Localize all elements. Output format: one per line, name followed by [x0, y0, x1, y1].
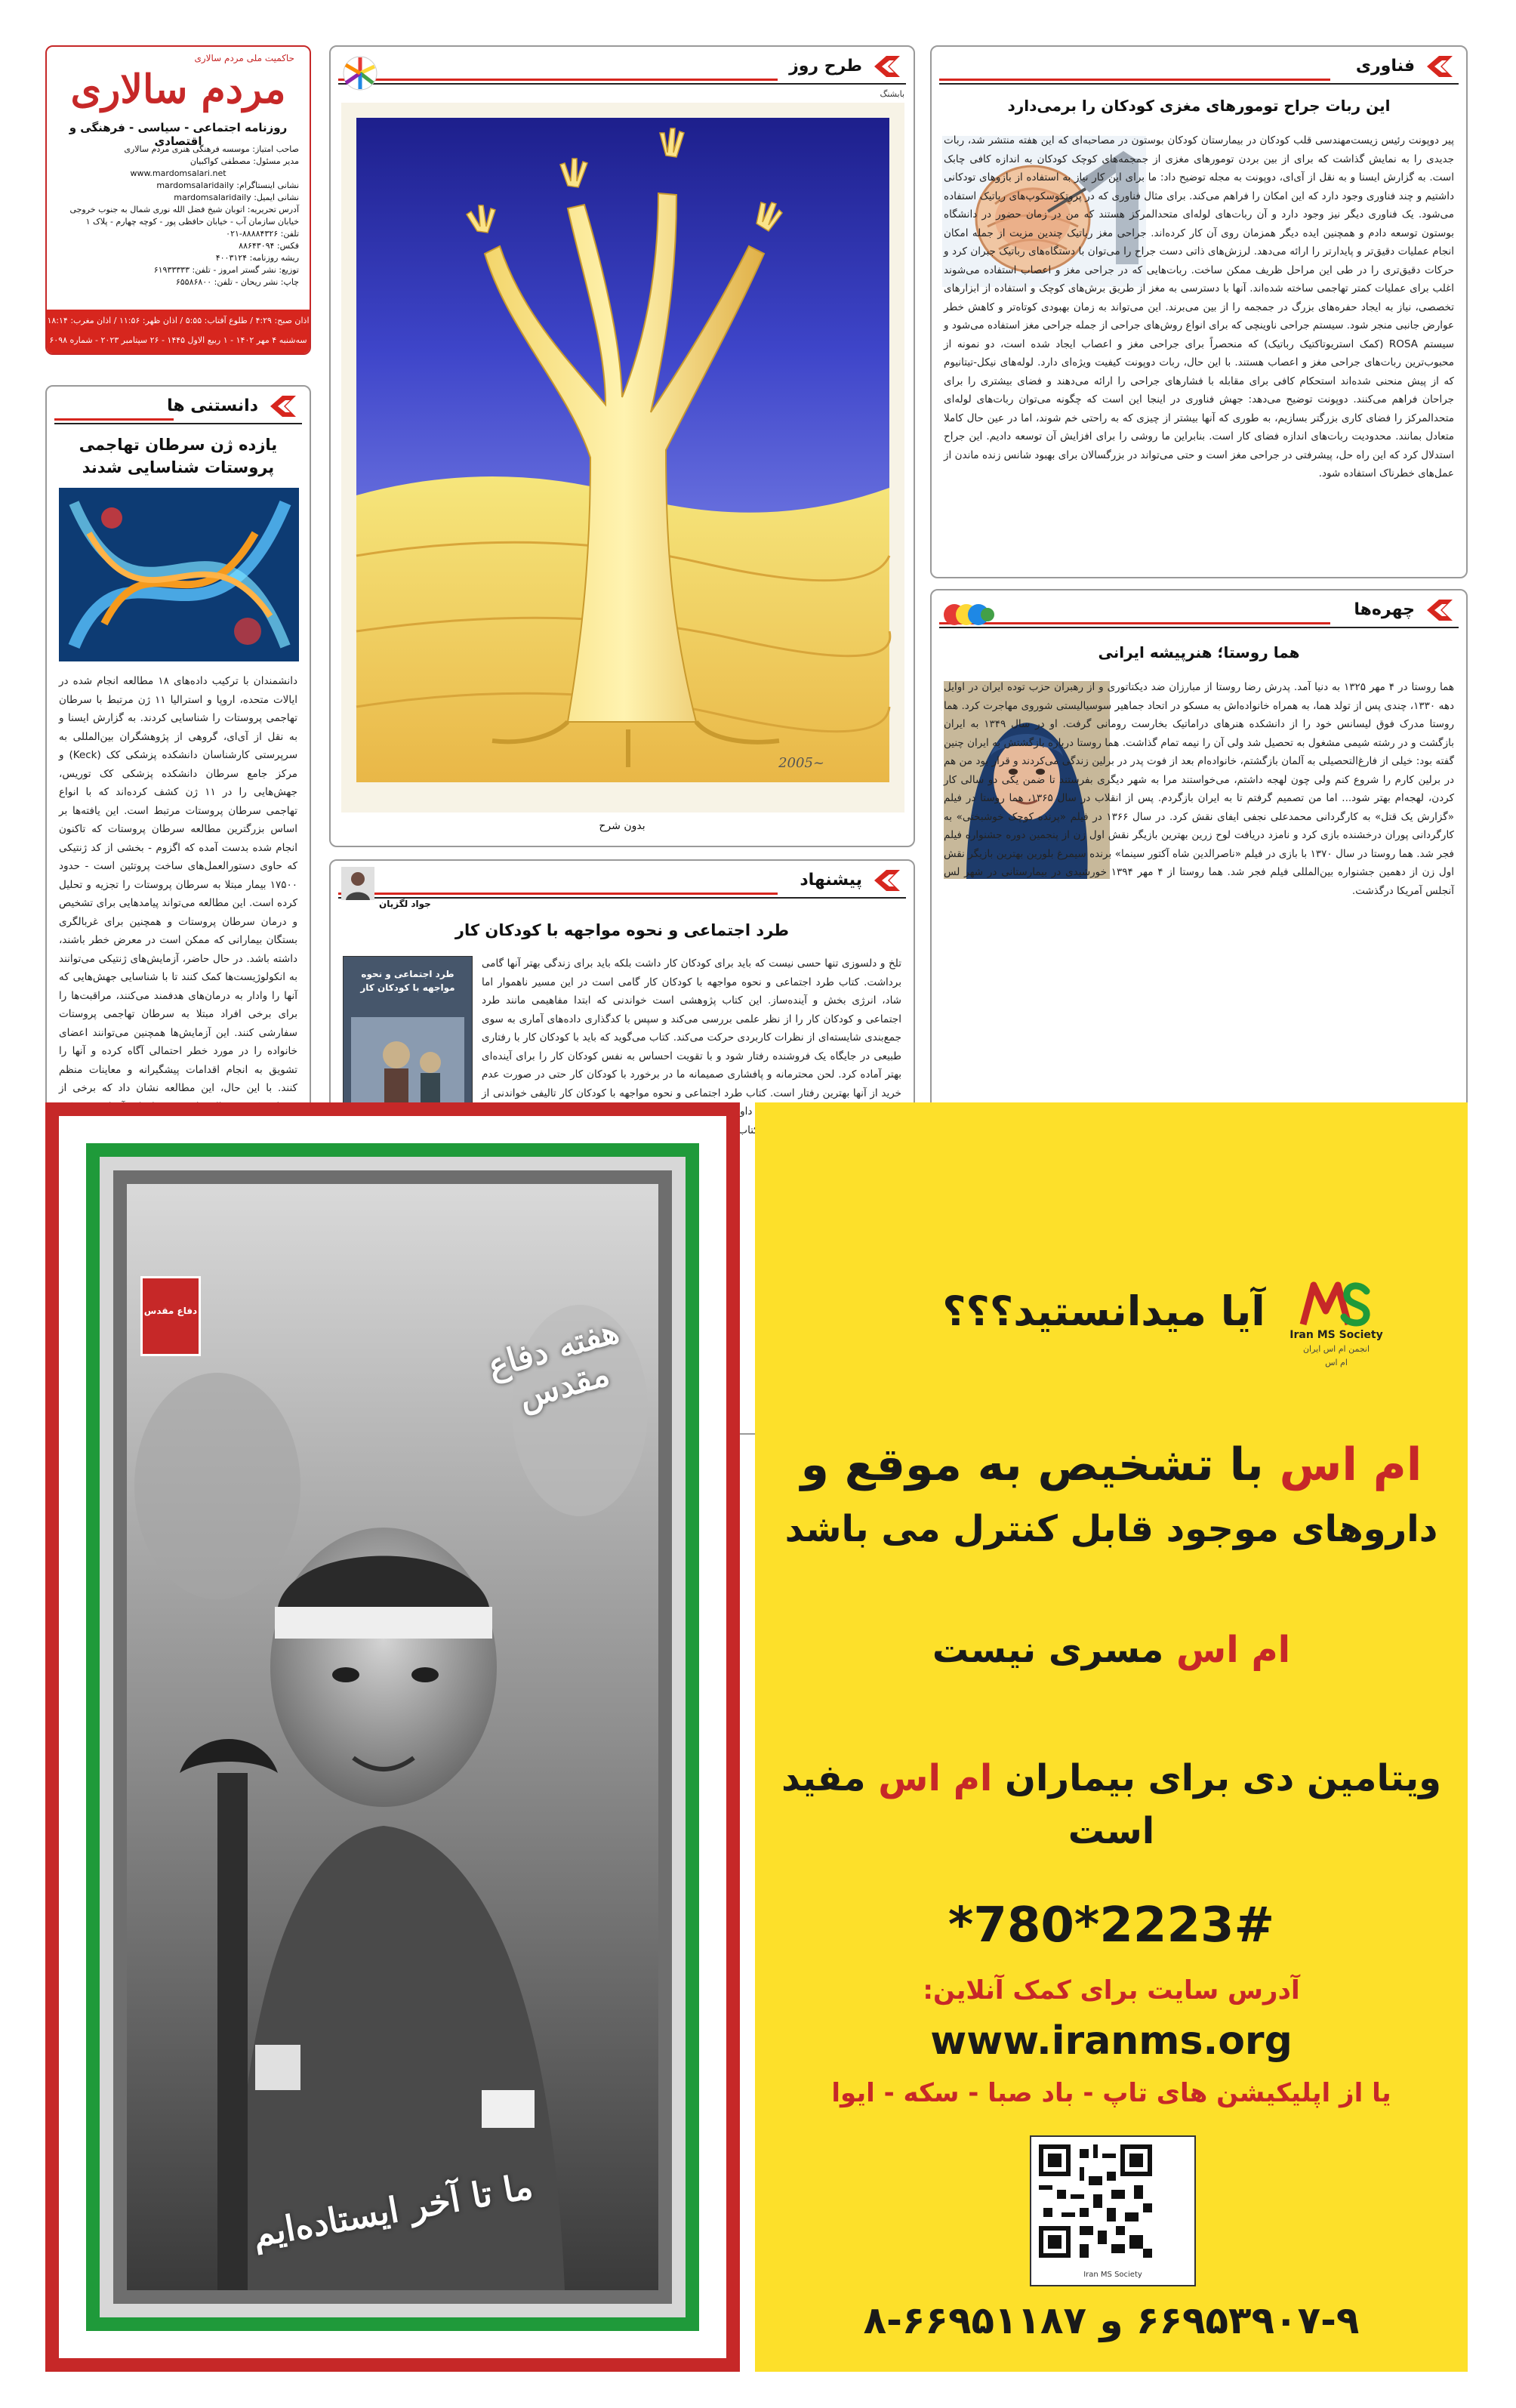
ms-question: آیا میدانستید؟؟؟ [942, 1287, 1265, 1335]
issue-info: سه‌شنبه ۴ مهر ۱۴۰۲ - ۱ ربیع الاول ۱۴۴۵ - ۲۶ سپتامبر ۲۰۲۳ - شماره ۶۰۹۸ [49, 335, 307, 345]
cartoon-header [338, 53, 906, 85]
ms-line-4 [755, 1752, 1468, 1858]
book-title: طرد اجتماعی و نحوه مواجهه با کودکان کار [360, 969, 455, 993]
section-title: پیشنهاد [800, 871, 862, 890]
cartoon-artist-logo [341, 54, 379, 92]
section-divider [939, 622, 1330, 624]
ms-ad [755, 1102, 1468, 2372]
technology-body: پیر دوپونت رئیس زیست‌مهندسی قلب کودکان در بیمارستان کودکان بوستون در مصاحبه‌ای که این هفته منتشر شد، ربات جدیدی را به نمایش گذاشت که برای از بین بردن تومورهای مغزی از جمجمه‌های کوچک کودکان به اندازه کافی چابک است. به گزارش ایسنا و به نقل از آی‌ای، دوپونت به مجله توضیح داد: ما برای این کار نیاز به استفاده از بازوهای تودکانی داشتیم و چند فناوری وجود دارد که این امکان را فراهم می‌کند. برای مثال فناوری که در پروتکوسکوپ‌های رباتیک استفاده می‌شود. یک فناوری دیگر نیز وجود دارد و آن ربات‌های لوله‌ای متحدالمرکز هستند که من در زمان حضور در دانشگاه بوستون توسعه دادم و همچنین ایده دیگر همزمان روی آن کار کرده‌اند. جراحی مغز رباتیک چندین مزیت از جمله امکان انجام عملیات دقیق‌تر و پایدارتر را ارائه می‌دهد. لرزش‌های ذاتی دست جراح را می‌توان با دستگاه‌های رباتیک جبران کرد و حرکات دقیق‌تری را در طی این مراحل ظریف ممکن ساخت. ربات‌هایی که در جراحی مغز و اعصاب استفاده می‌شوند اغلب برای عملیات کمتر تهاجمی ساخته شده‌اند. آنها با دسترسی به مغز از طریق برش‌های کوچک و استفاده از ابزارهای تخصصی، نیاز به ایجاد حفره‌های بزرگ در جمجمه را از بین می‌برند. این می‌تواند به زمان بهبودی کوتاه‌تر و کاهش خطر عوارض جانبی منجر شود. سیستم جراحی ناوینچی که برای انواع روش‌های جراحی از جمله جراحی مغز استفاده می‌شود و سیستم ROSA (کمک استریوتاکتیک رباتیک) که منحصراً برای جراحی مغز و اعصاب ایجاد شده است، دو نمونه از محبوب‌ترین ربات‌های جراحی مغز و اعصاب هستند. با این حال، ربات دوپونت کیفیت ویژه‌ای دارد. لوله‌های نیکل-تیتانیوم که از پیش منحنی شده‌اند استحکام کافی برای مقابله با فشارهای جراحی را ارائه می‌دهند و فضای بیشتری را برای جراحان فراهم می‌کنند. دوپونت توضیح می‌دهد: جهش فناوری در اینجا این است که چگونه می‌توان ربات‌های لوله‌ای متحدالمرکز را فضای کاری بزرگتر بسازیم، به طوری که آنها بیشتر از چیزی که به راحتی خم شوند، اما در عین حال کاملا متعادل بمانند. محدودیت ربات‌های اندازه فضای کار است. بنابراین ما روشی را برای افزایش آن توسعه دادیم. این جراح استدلال کرد که این راه حل، پیشرفتی در جراحی مغز است و حتی می‌تواند در بزرگسالان برای بهبود شانس زنده ماندن از عمل‌های خطرناک استفاده شود. [944, 134, 1454, 479]
ms-qr-box [1030, 2135, 1196, 2286]
ms-logo-sub: انجمن ام اس ایران [1302, 1344, 1370, 1354]
masthead-subtitle: روزنامه اجتماعی - سیاسی - فرهنگی و اقتصادی [69, 121, 288, 148]
section-logo-icon [871, 53, 903, 80]
faces-body: هما روستا در ۴ مهر ۱۳۲۵ به دنیا آمد. پدرش رضا روستا از مبارزان ضد دیکتاتوری و از رهبران حزب توده ایران در اوایل دهه ۱۳۳۰، چندی پس از تولد هما، به همراه خانواده‌اش به مسکو در اتحاد جماهیر سوسیالیستی شوروی مهاجرت کرد. هما روستا مدرک فوق لیسانس خود را از دانشکده هنرهای دراماتیک بخارست رومانی گرفت. او در سال ۱۳۴۹ به ایران بازگشت و در رشته شیمی مشغول به تحصیل شد ولی آن را نیمه تمام گذاشت. هما روستا درباره بازگشتش به ایران چنین گفته بود: خیلی از فارغ‌التحصیلی به آلمان بازگشتم، خانواده‌ام بعد از فوت پدر در برلین زندگی می‌کردند و قرار بود من هم در برلین کارم را شروع کنم ولی چون لهجه داشتم، می‌خواستند مرا به شهر دیگری بفرستند تا ضمن یکی دو سالی کار کردن، لهجه‌ام بهتر شود... اما من تصمیم گرفتم تا به ایران بازگردم. پس از انقلاب در سال ۱۳۶۵، هما روستا در فیلم «گزارش یک قتل» به کارگردانی محمدعلی نجفی ایفای نقش کرد. در سال ۱۳۶۶ در فیلم «پرنده کوچک خوشبختی» به کارگردانی پوران درخشنده بازی کرد و نامزد دریافت لوح زرین بهترین بازیگر نقش اول زن از پنجمین دوره جشنواره فیلم فجر شد. هما روستا در سال ۱۳۷۰ با بازی در فیلم «ناصرالدین شاه آکتور سینما» برنده سیمرغ بلورین بهترین بازیگر نقش اول زن از دهمین جشنواره بین‌المللی فیلم فجر شد. هما روستا از ۴ مهر ۱۳۹۴ خورشیدی در بیمارستانی در شهر لس آنجلس آمریکا درگذشت. [944, 681, 1454, 897]
poster-title-art: هفته دفاع مقدس [483, 1312, 624, 1417]
info-line[interactable]: www.mardomsalari.net [130, 168, 226, 178]
info-line: صاحب امتیاز: موسسه فرهنگی هنری مردم سالاری [124, 144, 299, 154]
technology-header [939, 53, 1459, 85]
faces-logo-icon [942, 598, 995, 631]
section-title: دانستنی ها [167, 396, 258, 415]
faces-header [939, 597, 1459, 628]
masthead-info [57, 143, 299, 288]
ms-logo-icon [1299, 1281, 1371, 1327]
ms-line-2: داروهای موجود قابل کنترل می باشد [784, 1508, 1438, 1550]
ms-text: با تشخیص به موقع و [800, 1438, 1264, 1491]
masthead-box [45, 45, 311, 355]
cartoon-credit: بابشنگ [880, 89, 904, 99]
author-avatar [341, 867, 374, 900]
section-divider [338, 893, 778, 895]
poster-frame [45, 1102, 740, 2372]
info-line: چاپ: نشر ریحان - تلفن: ۶۵۵۸۶۸۰۰ [175, 277, 299, 287]
poster-badge [140, 1276, 201, 1356]
ms-highlight: ام اس [1279, 1438, 1422, 1491]
section-divider [338, 79, 778, 81]
info-line: نشانی ایمیل: mardomsalaridaily [174, 193, 299, 202]
info-line: تلفن: ۸۸۸۸۴۳۲۶-۰۲۱ [226, 229, 299, 239]
info-line: توزیع: نشر گستر امروز - تلفن: ۶۱۹۳۳۳۳۳ [153, 265, 299, 275]
technology-headline: این ربات جراح تومورهای مغزی کودکان را برمی‌دارد [1007, 97, 1391, 115]
cartoon-box [329, 45, 915, 847]
dna-image [59, 488, 299, 661]
ms-site-label: آدرس سایت برای کمک آنلاین: [923, 1975, 1300, 2006]
ms-line-1 [755, 1435, 1468, 1495]
svg-text:~2005: ~2005 [778, 755, 824, 771]
technology-box [930, 45, 1468, 578]
ms-logo-fa: ام اس [1325, 1358, 1348, 1367]
ms-ussd-code[interactable]: *780*2223# [948, 1898, 1275, 1953]
section-title: فناوری [1355, 57, 1415, 76]
info-line: نشانی اینستاگرام: mardomsalaridaily [156, 180, 299, 190]
qr-label: Iran MS Society [1083, 2271, 1142, 2279]
qr-code-icon[interactable] [1039, 2144, 1152, 2258]
poster-bottom-art: ما تا آخر ایستاده‌ایم [249, 2165, 536, 2255]
cartoon-image [341, 103, 904, 812]
info-line: آدرس تحریریه: اتوبان شیخ فضل الله نوری شمال به جنوب خروجی خیابان سازمان آب - خیابان حافظی پور - کوچه چهارم - پلاک ۱ [69, 205, 299, 227]
ms-text: مفید است [781, 1757, 1155, 1852]
suggestion-headline: طرد اجتماعی و نحوه مواجهه با کودکان کار [454, 921, 790, 939]
ms-highlight: ام اس [1176, 1629, 1291, 1671]
faces-headline: هما روستا؛ هنرپیشه ایرانی [1098, 643, 1300, 661]
section-divider [939, 79, 1330, 81]
section-logo-icon [1424, 597, 1456, 624]
section-divider [54, 418, 174, 421]
ms-text: مسری نیست [932, 1629, 1164, 1671]
info-line: فکس: ۸۸۶۴۳۰۹۴ [239, 241, 299, 251]
poster-badge-label: دفاع مقدس [143, 1306, 198, 1316]
section-logo-icon [1424, 53, 1456, 80]
ms-site-url[interactable]: www.iranms.org [930, 2018, 1293, 2064]
info-line: ریشه روزنامه: ۴۰۰۳۱۲۴ [215, 253, 299, 263]
info-line: مدیر مسئول: مصطفی کواکبیان [190, 156, 299, 166]
ms-text: ویتامین دی برای بیماران [1005, 1757, 1441, 1799]
suggestion-body: تلخ و دلسوزی تنها حسی نیست که باید برای کودکان کار داشت بلکه باید برای زندگی بهتر آنها گامی برداشت. کتاب طرد اجتماعی و نحوه مواجهه با کودکان کار گامی است در این مسیر ناهموار اما شاد، انرژی بخش و آینده‌ساز. این کتاب پژوهشی است خواندنی که ابتدا مفاهیمی مانند طرد اجتماعی و کودکان کار را از نظر علمی بررسی می‌کند و سپس با کدگذاری داده‌های آماری به سوی جمع‌بندی شایسته‌ای از نظرات کاربردی حرکت می‌کند. کتاب می‌گوید که باید با کودکان کار با رفتاری طبیعی در جایگاه یک فروشنده رفتار شود و با تقویت احساس به نفس کودکان کار را برای آینده‌ای بهتر آماده کرد. لحن محترمانه و پافشاری صمیمانه ما در برخورد با کودکان کار حتی در صورت عدم خرید از آنها بهترین رفتار است. کتاب طرد اجتماعی و نحوه مواجهه با کودکان کار تالیفی خواندنی از کتاب [482, 957, 901, 1136]
ms-line-3 [755, 1623, 1468, 1676]
section-logo-icon [267, 393, 299, 420]
knowledge-body: دانشمندان با ترکیب داده‌های ۱۸ مطالعه انجام شده در ایالات متحده، اروپا و استرالیا ۱۱ ژن مرتبط با سرطان تهاجمی پروستات را شناسایی کردند. به گزارش ایسنا و به نقل از آی‌ای، گروهی از پژوهشگران بین‌المللی به سرپرستی کارشناسان دانشکده پزشکی کک (Keck) و مرکز جامع سرطان دانشکده پزشکی کک توریس، جهش‌هایی را در ۱۱ ژن کشف کرده‌اند که با انواع تهاجمی سرطان پروستات مرتبط است. این یافته‌ها بر اساس بزرگترین مطالعه سرطان پروستات که تاکنون انجام شده بدست آمده که اگزوم - بخشی از کد ژنتیکی که حاوی دستورالعمل‌های ساخت پروتئین است - حدود ۱۷۵۰۰ بیمار مبتلا به سرطان پروستات را تجزیه و تحلیل کرده است. این مطالعه می‌تواند پیامدهایی برای تشخیص و درمان سرطان پروستات و همچنین برای غربالگری بستگان بیمارانی که ممکن است در معرض خطر باشند، داشته باشد. در حال حاضر، آزمایش‌های ژنتیکی می‌توانند به انکولوژیست‌ها کمک کنند تا با شناسایی جهش‌هایی که آنها را وادار به درمان‌های هدفمند می‌کنند، مراقبت‌ها را برای برخی افراد مبتلا به سرطان تهاجمی پروستات سفارشی کنند. این آزمایش‌ها همچنین می‌توانند اعضای خانواده را در مورد خطر احتمالی آگاه کرده و آنها را تشویق به انجام اقدامات پیشگیرانه و معاینات منظم کنند. با این حال، این مطالعه نشان داد که برخی از [59, 675, 298, 1094]
ms-apps-line: یا از اپلیکیشن های تاپ - باد صبا - سکه - ایوا [831, 2078, 1391, 2108]
suggestion-header [338, 867, 906, 899]
masthead-date-bar [47, 310, 310, 353]
ms-highlight: ام اس [878, 1757, 993, 1799]
section-title: طرح روز [789, 57, 862, 76]
ms-logo-text: Iran MS Society [1290, 1329, 1383, 1341]
cartoon-caption: بدون شرح [599, 820, 646, 832]
ms-phones[interactable]: ۶۶۹۵۳۹۰۷-۹ و ۶۶۹۵۱۱۸۷-۸ [863, 2299, 1360, 2342]
author-name: جواد لگزیان [379, 899, 431, 909]
prayer-times: اذان صبح: ۴:۲۹ / طلوع آفتاب: ۵:۵۵ / اذان ظهر: ۱۱:۵۶ / اذان مغرب: ۱۸:۱۴ [47, 316, 310, 325]
masthead-slogan: حاکمیت ملی مردم سالاری [194, 53, 294, 63]
masthead-logo: مردم سالاری [70, 66, 286, 113]
section-title: چهره‌ها [1354, 600, 1415, 619]
section-logo-icon [871, 867, 903, 894]
knowledge-header [54, 393, 302, 424]
knowledge-headline: یازده ژن سرطان تهاجمی پروستات شناسایی شدند [79, 436, 278, 476]
